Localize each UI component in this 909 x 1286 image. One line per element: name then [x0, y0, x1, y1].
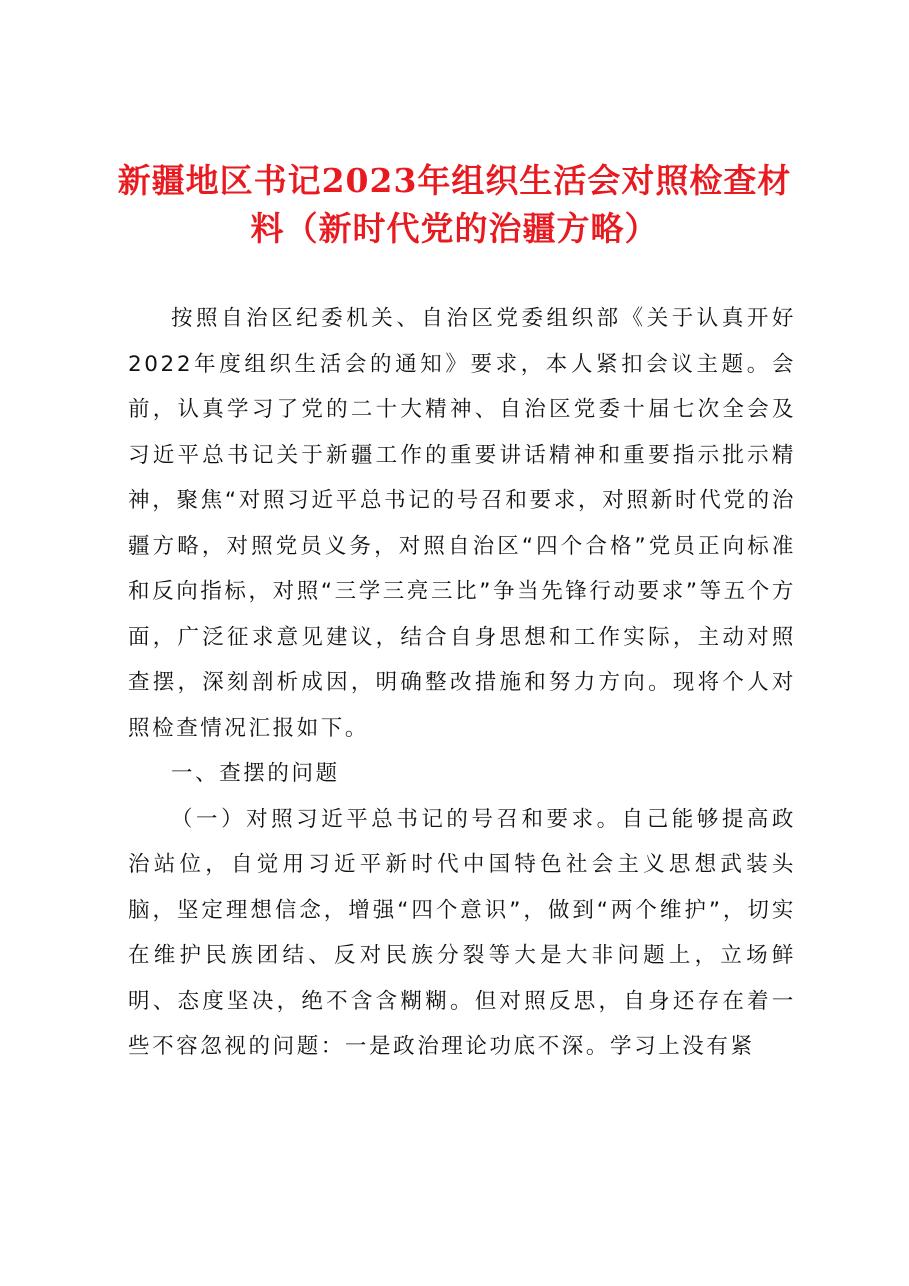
section-heading: 一、查摆的问题: [171, 761, 340, 786]
intro-paragraph: 按照自治区纪委机关、自治区党委组织部《关于认真开好2022年度组织生活会的通知》要求，本人紧扣会议主题。会前，认真学习了党的二十大精神、自治区党委十届七次全会及习近平总书记关于新疆工作的重要讲话精神和重要指示批示精神，聚焦“对照习近平总书记的号召和要求，对照新时代党的治疆方略，对照党员义务，对照自治区“四个合格”党员正向标准和反向指标，对照“三学三亮三比”争当先锋行动要求”等五个方面，广泛征求意见建议，结合自身思想和工作实际，主动对照查摆，深刻剖析成因，明确整改措施和努力方向。现将个人对照检查情况汇报如下。: [128, 306, 796, 741]
subsection-paragraph: （一）对照习近平总书记的号召和要求。自己能够提高政治站位，自觉用习近平新时代中国特色社会主义思想武装头脑，坚定理想信念，增强“四个意识”，做到“两个维护”，切实在维护民族团结、反对民族分裂等大是大非问题上，立场鲜明、态度坚决，绝不含含糊糊。但对照反思，自身还存在着一些不容忽视的问题：一是政治理论功底不深。学习上没有紧: [128, 806, 796, 1059]
document-body: [128, 296, 796, 1070]
document-title: 新疆地区书记2023年组织生活会对照检查材料（新时代党的治疆方略）: [117, 161, 792, 248]
